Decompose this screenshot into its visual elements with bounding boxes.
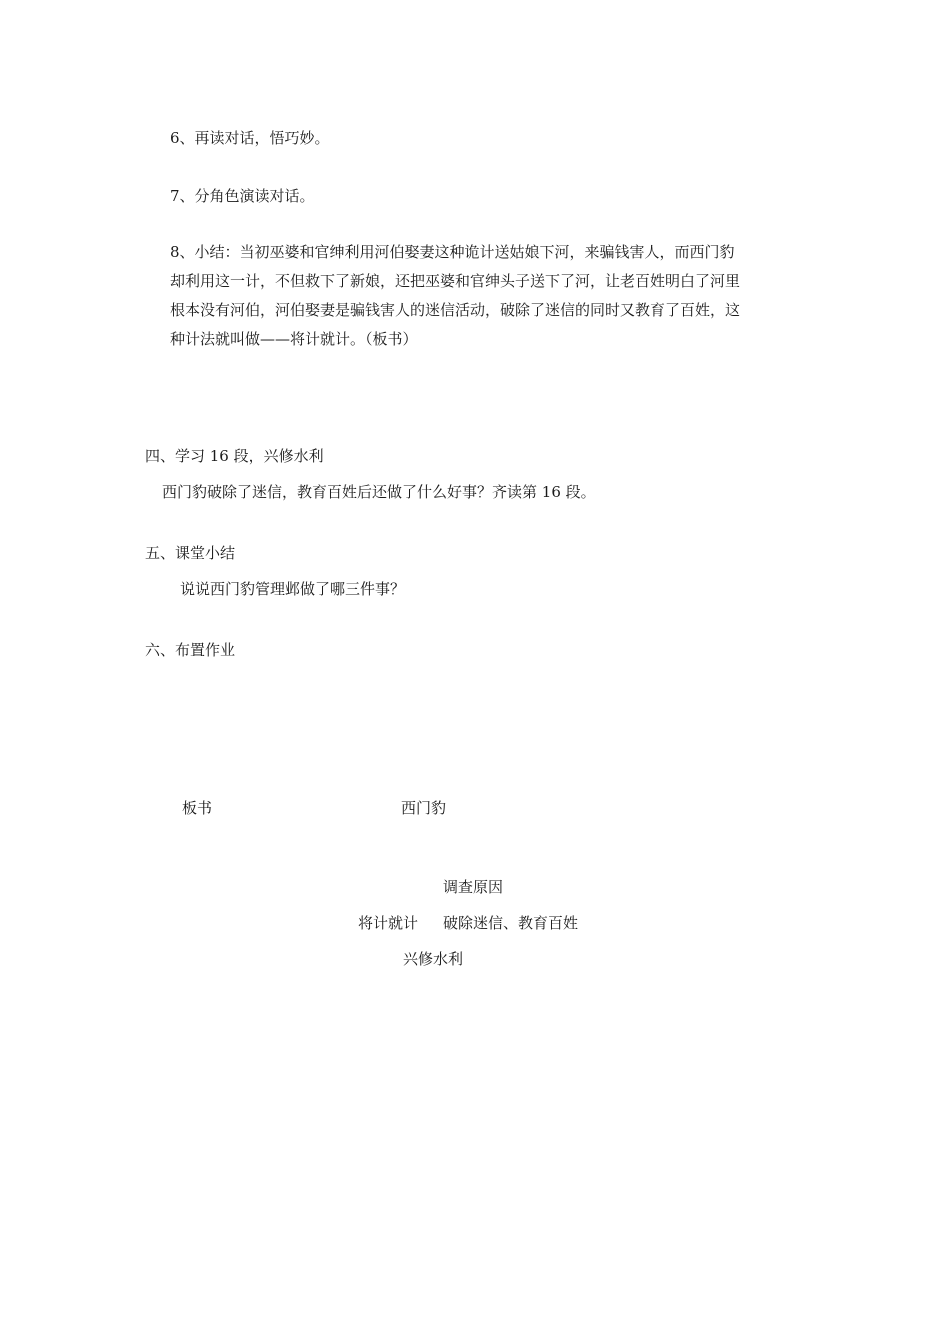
step-7: 7、分角色演读对话。: [170, 187, 315, 205]
section-5-body: 说说西门豹管理邺做了哪三件事？: [180, 580, 406, 598]
step-8-line: 种计法就叫做——将计就计。（板书）: [170, 330, 418, 348]
board-item-superstition: 破除迷信、教育百姓: [443, 914, 579, 932]
section-4-heading: 四、学习 16 段，兴修水利: [145, 447, 324, 465]
step-6: 6、再读对话，悟巧妙。: [170, 129, 330, 147]
board-title: 西门豹: [401, 799, 447, 817]
section-5-heading: 五、课堂小结: [145, 544, 236, 562]
board-item-investigate: 调查原因: [443, 878, 504, 896]
step-8-summary: [170, 238, 810, 354]
step-8-line: 根本没有河伯，河伯娶妻是骗钱害人的迷信活动，破除了迷信的同时又教育了百姓，这: [170, 301, 741, 319]
board-item-strategy: 将计就计: [358, 914, 419, 932]
step-8-line: 却利用这一计，不但救下了新娘，还把巫婆和官绅头子送下了河，让老百姓明白了河里: [170, 272, 741, 290]
board-item-irrigation: 兴修水利: [403, 950, 464, 968]
step-8-line: 8、小结：当初巫婆和官绅利用河伯娶妻这种诡计送姑娘下河，来骗钱害人，而西门豹: [170, 243, 735, 261]
section-6-heading: 六、布置作业: [145, 641, 236, 659]
section-4-body: 西门豹破除了迷信，教育百姓后还做了什么好事？齐读第 16 段。: [162, 483, 596, 501]
board-label: 板书: [182, 799, 213, 817]
